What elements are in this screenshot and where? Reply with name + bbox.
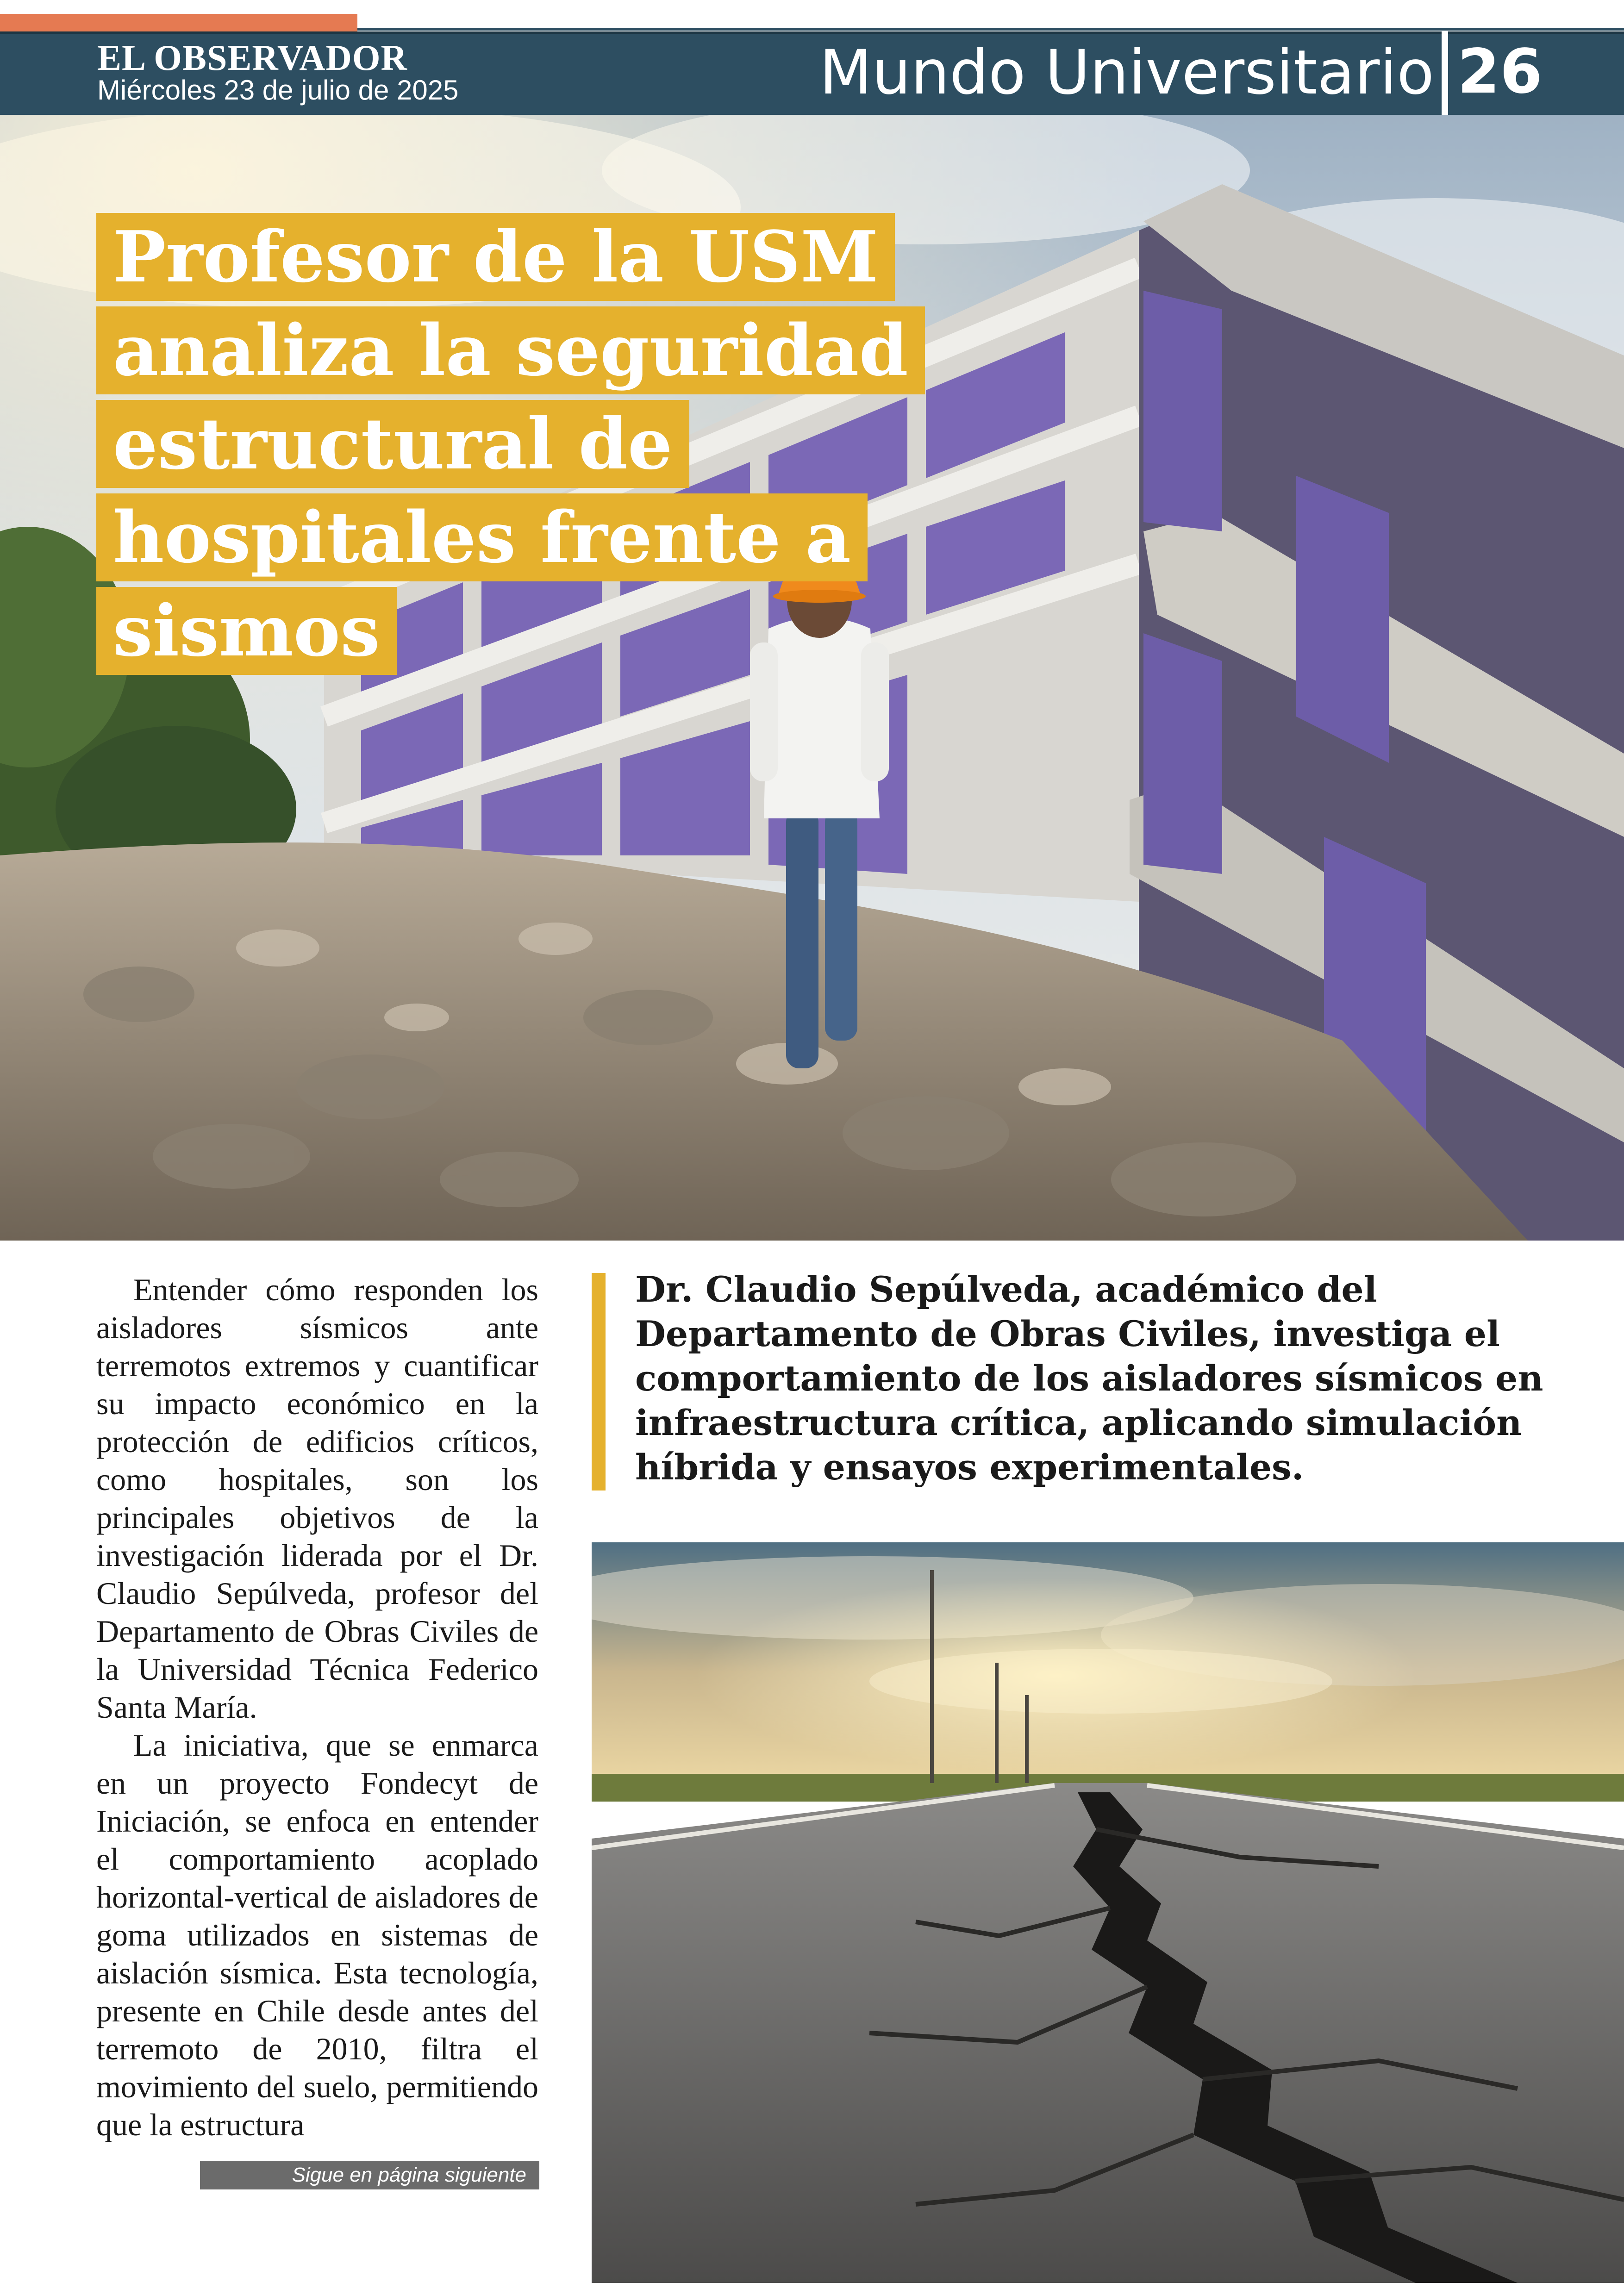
article-body [96,1271,538,2144]
issue-date: Miércoles 23 de julio de 2025 [97,75,459,106]
headline [96,213,908,680]
lead-accent-bar [592,1273,606,1491]
article-lead: Dr. Claudio Sepúlveda, académico del Departamento de Obras Civiles, investiga el comportamiento de los aisladores sísmicos en infraestructura crítica, aplicando simulación híbrida y ensayos experimentales. [635,1269,1543,1488]
header-divider [1442,31,1448,115]
header-accent-tab [0,14,357,32]
header-rule [357,28,1624,31]
headline-line-2: analiza la seguridad [96,306,925,394]
continue-label: Sigue en página siguiente [200,2161,539,2189]
headline-line-4: hospitales frente a [96,493,868,581]
body-paragraph-2: La iniciativa, que se enmarca en un proyecto Fondecyt de Iniciación, se enfoca en entender el comportamiento acoplado horizontal-vertical de aisladores de goma utilizados en sistemas de aislación sísmica. Esta tecnología, presente en Chile desde antes del terremoto de 2010, filtra el movimiento del suelo, permitiendo que la estructura [96,1727,538,2142]
section-title: Mundo Universitario [819,37,1434,108]
headline-line-5: sismos [96,587,397,675]
body-paragraph-1: Entender cómo responden los aisladores sísmicos ante terremotos extremos y cuantificar su impacto económico en la protección de edificios críticos, como hospitales, son los principales objetivos de la investigación liderada por el Dr. Claudio Sepúlveda, profesor del Departamento de Obras Civiles de la Universidad Técnica Federico Santa María. [96,1272,538,1725]
page-number: 26 [1457,36,1543,107]
headline-line-1: Profesor de la USM [96,213,895,301]
headline-line-3: estructural de [96,400,689,488]
masthead-name: EL OBSERVADOR [97,37,407,78]
cracked-road-photo [592,1542,1624,2283]
